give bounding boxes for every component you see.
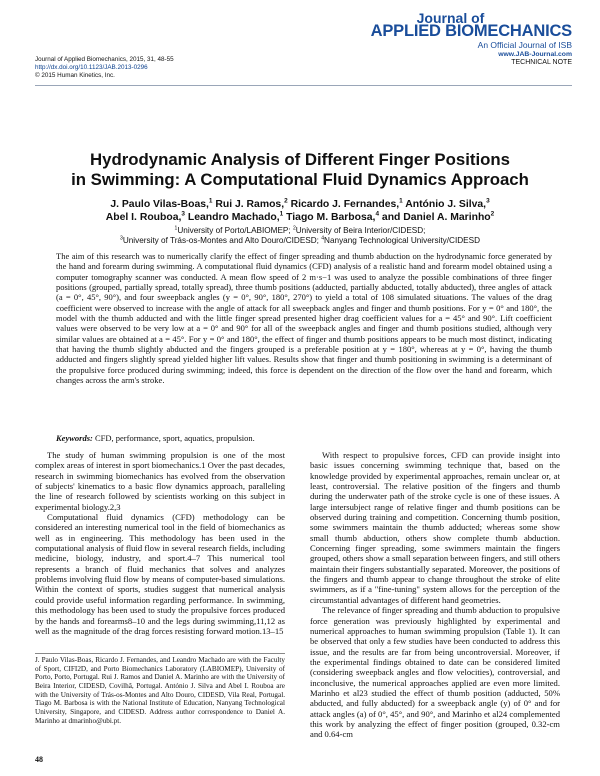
body-paragraph: Computational fluid dynamics (CFD) methodology can be considered an interesting numerical tool in the field of biomechanics as well as in engineering. This methodology has been used in the computational analysis of fluid flow in several research fields, including medicine, biology, industry, and sport.4–7 This numerical tool represents a branch of fluid mechanics that solves and analyzes problems involving fluid flow by means of computer-based simulations. Within the context of sports, studies suggest that numerical analysis could provide useful information regarding performance. In swimming, this methodology has been used to study the propulsive forces produced by the hands and forearms8–10 and the legs during swimming,11,12 as well as the magnitude of the drag forces resisting forward motion.13–15 — [35, 512, 285, 636]
affiliations-line-2: $^3$University of Trás-os-Montes and Alto Douro/CIDESD; $^4$Nanyang Technological University/CIDESD — [120, 235, 480, 245]
journal-logo-line1: Journal of — [416, 10, 485, 26]
copyright: © 2015 Human Kinetics, Inc. — [35, 72, 115, 80]
title-line-2: in Swimming: A Computational Fluid Dynamics Approach — [71, 169, 529, 189]
keywords — [56, 433, 552, 443]
author-footnote: J. Paulo Vilas-Boas, Ricardo J. Fernandes, and Leandro Machado are with the Faculty of Sport, CIFI2D, and Porto Biomechanics Laboratory (LABIOMEP), University of Porto, Porto, Portugal. Rui J. Ramos and Daniel A. Marinho are with the University of Beira Interior, CIDESD, Covilhã, Portugal. António J. Silva and Abel I. Rouboa are with the University of Trás-os-Montes and Alto Douro, CIDESD, Vila Real, Portugal. Tiago M. Barbosa is with the National Institute of Education, Nanyang Technological University, Singapore, and CIDESD. Address author correspondence to Daniel A. Marinho at dmarinho@ubi.pt. — [35, 656, 285, 725]
body-paragraph: The study of human swimming propulsion is one of the most complex areas of interest in sport biomechanics.1 Over the past decades, research in swimming biomechanics has evolved from the observation of subjects' kinematics to a basic flow dynamics approach, paralleling the line of research followed by scientists working on this subject in experimental biology.2,3 — [35, 450, 285, 512]
author-list — [0, 199, 600, 224]
citation: Journal of Applied Biomechanics, 2015, 31, 48-55 — [35, 56, 174, 63]
footnote-divider — [35, 653, 285, 654]
body-column-right — [310, 450, 560, 740]
body-paragraph: The relevance of finger spreading and thumb abduction to propulsive force generation was previously highlighted by experimental and numerical approaches to human swimming propulsion (Table 1). It can be observed that only a few studies have been conducted to address this issue, and the results are far from being uncontroversial. Moreover, if the experimental findings obtained to date can be considered limited (considering sweepback angles and flow velocities), controversial, and inconclusive, the numerical approaches applied are even more limited. Marinho et al23 studied the effect of thumb position (adducted, 50% abducted, and fully abducted) for a sweepback angle (y) of 0° and for attack angles (a) of 0°, 45°, and 90°, and Marinho et al24 complemented this work by analyzing the effect of finger position (grouped, 0.32-cm and 0.64-cm — [310, 605, 560, 740]
journal-website[interactable]: www.JAB-Journal.com — [498, 51, 572, 58]
journal-masthead — [371, 12, 572, 66]
keywords-label: Keywords: — [56, 433, 93, 443]
affiliations — [0, 226, 600, 246]
keywords-text: CFD, performance, sport, aquatics, propulsion. — [92, 433, 255, 443]
affiliations-line-1: $^1$University of Porto/LABIOMEP; $^2$University of Beira Interior/CIDESD; — [174, 225, 426, 235]
body-column-left — [35, 450, 285, 636]
title-line-1: Hydrodynamic Analysis of Different Finger Positions — [90, 150, 510, 169]
authors-line-1: J. Paulo Vilas-Boas,$^1$ Rui J. Ramos,$^2$ Ricardo J. Fernandes,$^1$ António J. Silva,$^3$ — [110, 197, 490, 210]
abstract: The aim of this research was to numerically clarify the effect of finger spreading and thumb abduction on the hydrodynamic force generated by the hand and forearm during swimming. A computational fluid dynamics (CFD) analysis of a realistic hand and forearm model obtained using a computer tomography scanner was conducted. A mean flow speed of 2 m·s−1 was used to analyze the possible combinations of three finger positions (grouped, partially spread, totally spread), three thumb positions (adducted, partially abducted, totally abducted), three angles of attack (a = 0°, 45°, 90°), and four sweepback angles (y = 0°, 90°, 180°, 270°) to yield a total of 108 simulated situations. The values of the drag coefficient were observed to increase with the angle of attack for all sweepback angles and finger and thumb positions. For y = 0° and 180°, the model with the thumb adducted and with the little finger spread presented higher drag coefficient values for a = 45° and 90°. Lift coefficient values were observed to be very low at a = 0° and 90° for all of the sweepback angles and finger and thumb positions studied, although very similar values are obtained at a = 45°. For y = 0° and 180°, the effect of finger and thumb positions appears to be much most distinct, indicating that having the thumb slightly abducted and the fingers grouped is a preferable position at y = 180°, whereas at y = 0°, having the thumb adducted and fingers slightly spread yielded higher lift values. Results show that finger and thumb positioning in swimming is a determinant of the propulsive force produced during swimming; indeed, this force is dependent on the direction of the flow over the hand and forearm, which changes across the arm's stroke. — [56, 251, 552, 386]
article-title — [0, 150, 600, 189]
body-paragraph: With respect to propulsive forces, CFD can provide insight into basic issues concerning swimming technique that, based on the knowledge provided by experimental approaches, remain unclear or, at least, controversial. The relative position of the fingers and thumb during the underwater path of the stroke cycle is one of these issues. A large intersubject range of relative finger and thumb positions can be observed during training and competition. Concerning thumb position, some swimmers maintain the thumb adducted; whereas some show small thumb abduction, others show complete thumb abduction. Concerning finger spreading, some swimmers maintain the fingers grouped, others show a small separation between fingers, and still others maintain their fingers substantially separated. Moreover, the positions of the fingers and thumb appear to change throughout the stroke of elite swimmers, as if a "fine-tuning" system allows for the perception of the circumstantial advantages of different hand geometries. — [310, 450, 560, 605]
header-divider — [35, 85, 572, 86]
article-metadata — [35, 56, 174, 81]
official-journal-line: An Official Journal of ISB — [477, 40, 572, 50]
article-type: TECHNICAL NOTE — [511, 59, 572, 66]
journal-logo-line2: APPLIED BIOMECHANICS — [370, 22, 572, 40]
page-number: 48 — [35, 755, 43, 764]
authors-line-2: Abel I. Rouboa,$^3$ Leandro Machado,$^1$ Tiago M. Barbosa,$^4$ and Daniel A. Marinho$^2$ — [105, 210, 495, 223]
doi-link[interactable]: http://dx.doi.org/10.1123/JAB.2013-0296 — [35, 64, 148, 72]
